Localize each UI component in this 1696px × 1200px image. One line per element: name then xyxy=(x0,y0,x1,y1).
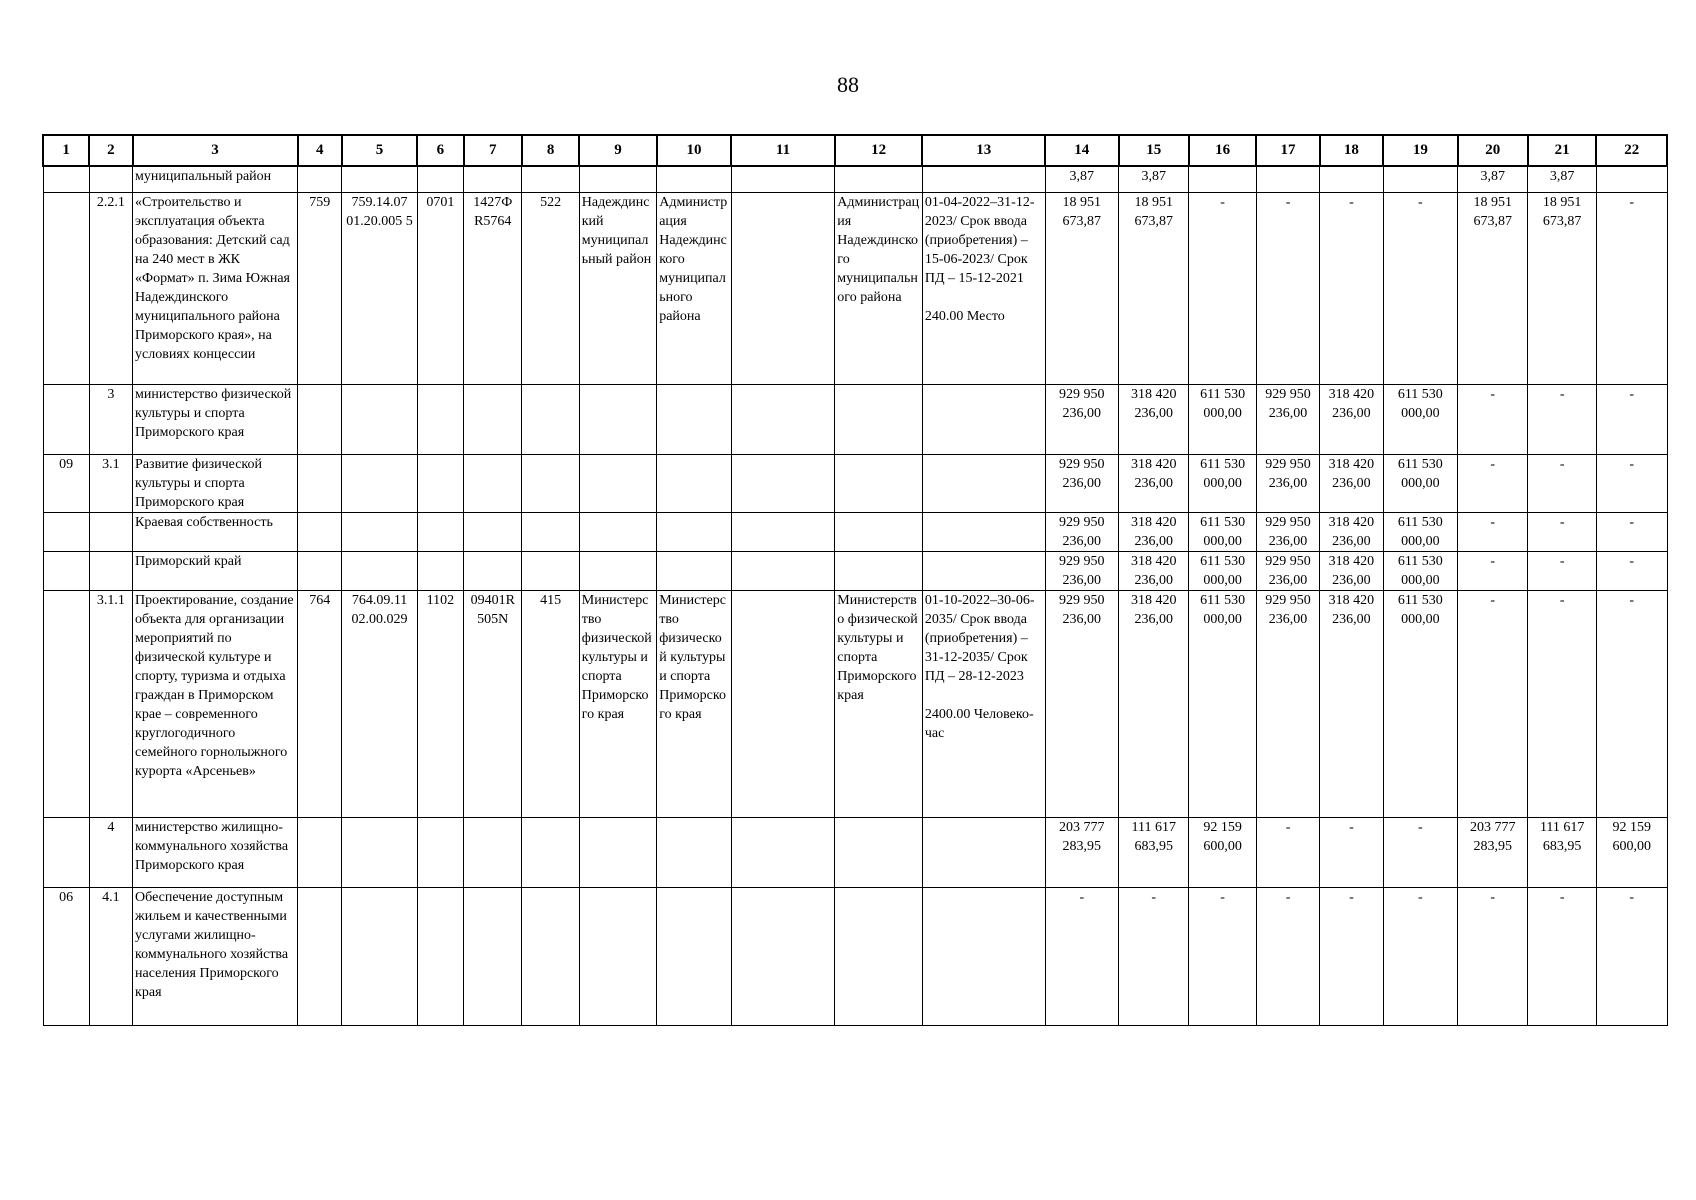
table-cell-col-18: 318 420 236,00 xyxy=(1320,551,1383,590)
table-cell-col-3: министерство физической культуры и спорта Приморского края xyxy=(133,384,298,454)
table-cell-col-15: 318 420 236,00 xyxy=(1119,384,1189,454)
column-header: 18 xyxy=(1320,135,1383,166)
column-header: 17 xyxy=(1256,135,1319,166)
table-cell-col-5: 764.09.11 02.00.029 xyxy=(342,590,417,817)
table-cell-col-8: 415 xyxy=(522,590,579,817)
column-header: 20 xyxy=(1458,135,1528,166)
table-cell-col-9 xyxy=(579,454,656,512)
table-cell-col-18: 318 420 236,00 xyxy=(1320,384,1383,454)
table-cell-col-17: 929 950 236,00 xyxy=(1256,454,1319,512)
table-cell-col-10 xyxy=(657,887,731,1025)
table-cell-col-2: 3.1.1 xyxy=(89,590,132,817)
column-header: 8 xyxy=(522,135,579,166)
table-cell-col-5: 759.14.07 01.20.005 5 xyxy=(342,192,417,384)
table-cell-col-16: 611 530 000,00 xyxy=(1189,454,1256,512)
table-cell-col-5 xyxy=(342,454,417,512)
table-cell-col-22: - xyxy=(1596,512,1667,551)
column-header: 19 xyxy=(1383,135,1457,166)
column-header: 1 xyxy=(43,135,89,166)
table-cell-col-15: 318 420 236,00 xyxy=(1119,512,1189,551)
table-cell-col-14: 203 777 283,95 xyxy=(1045,817,1118,887)
table-cell-col-9 xyxy=(579,166,656,192)
table-cell-col-17: 929 950 236,00 xyxy=(1256,384,1319,454)
table-cell-col-19: 611 530 000,00 xyxy=(1383,512,1457,551)
table-cell-col-11 xyxy=(731,512,835,551)
budget-table xyxy=(42,134,1668,1026)
table-cell-col-10: Администрация Надеждинского муниципального района xyxy=(657,192,731,384)
table-cell-col-22: - xyxy=(1596,192,1667,384)
table-cell-col-8 xyxy=(522,384,579,454)
table-cell-col-13: 01-10-2022–30-06-2035/ Срок ввода (приобретения) – 31-12-2035/ Срок ПД – 28-12-2023 2400.00 Человеко-час xyxy=(922,590,1045,817)
table-cell-col-7 xyxy=(464,887,522,1025)
table-cell-col-8 xyxy=(522,887,579,1025)
table-cell-col-22: - xyxy=(1596,590,1667,817)
table-cell-col-10 xyxy=(657,166,731,192)
table-cell-col-9 xyxy=(579,817,656,887)
table-body xyxy=(43,166,1667,1025)
table-cell-col-12: Министерство физической культуры и спорта Приморского края xyxy=(835,590,923,817)
table-cell-col-14: 929 950 236,00 xyxy=(1045,454,1118,512)
table-cell-col-2: 2.2.1 xyxy=(89,192,132,384)
table-cell-col-3: «Строительство и эксплуатация объекта образования: Детский сад на 240 мест в ЖК «Формат» п. Зима Южная Надеждинского муниципального района Приморского края», на условиях концессии xyxy=(133,192,298,384)
table-cell-col-20: - xyxy=(1458,384,1528,454)
table-cell-col-3: Развитие физической культуры и спорта Приморского края xyxy=(133,454,298,512)
table-cell-col-17: - xyxy=(1256,192,1319,384)
table-cell-col-19: - xyxy=(1383,192,1457,384)
table-cell-col-11 xyxy=(731,384,835,454)
table-cell-col-5 xyxy=(342,817,417,887)
table-cell-col-11 xyxy=(731,551,835,590)
table-cell-col-9: Надеждинский муниципальный район xyxy=(579,192,656,384)
table-cell-col-19: 611 530 000,00 xyxy=(1383,551,1457,590)
table-cell-col-22 xyxy=(1596,166,1667,192)
table-cell-col-20: 3,87 xyxy=(1458,166,1528,192)
column-header: 2 xyxy=(89,135,132,166)
table-cell-col-1 xyxy=(43,551,89,590)
table-cell-col-12 xyxy=(835,454,923,512)
table-row xyxy=(43,512,1667,551)
table-cell-col-20: - xyxy=(1458,454,1528,512)
table-cell-col-14: 3,87 xyxy=(1045,166,1118,192)
table-cell-col-2 xyxy=(89,166,132,192)
table-cell-col-21: - xyxy=(1528,454,1596,512)
table-cell-col-3: Проектирование, создание объекта для организации мероприятий по физической культуре и спорту, туризма и отдыха граждан в Приморском крае – современного круглогодичного семейного горнолыжного курорта «Арсеньев» xyxy=(133,590,298,817)
column-header: 22 xyxy=(1596,135,1667,166)
table-cell-col-3: муниципальный район xyxy=(133,166,298,192)
table-cell-col-12: Администрация Надеждинского муниципального района xyxy=(835,192,923,384)
table-cell-col-8 xyxy=(522,166,579,192)
table-cell-col-12 xyxy=(835,512,923,551)
column-header: 16 xyxy=(1189,135,1256,166)
table-cell-col-6 xyxy=(417,512,463,551)
table-cell-col-4 xyxy=(298,454,342,512)
table-cell-col-6: 0701 xyxy=(417,192,463,384)
table-cell-col-15: 318 420 236,00 xyxy=(1119,551,1189,590)
table-cell-col-2: 4 xyxy=(89,817,132,887)
column-header: 5 xyxy=(342,135,417,166)
table-cell-col-10: Министерство физической культуры и спорта Приморского края xyxy=(657,590,731,817)
table-cell-col-13 xyxy=(922,384,1045,454)
table-cell-col-13 xyxy=(922,454,1045,512)
table-cell-col-18: 318 420 236,00 xyxy=(1320,590,1383,817)
table-cell-col-11 xyxy=(731,590,835,817)
table-cell-col-12 xyxy=(835,887,923,1025)
table-cell-col-22: 92 159 600,00 xyxy=(1596,817,1667,887)
table-row xyxy=(43,551,1667,590)
table-cell-col-6 xyxy=(417,454,463,512)
table-cell-col-9 xyxy=(579,887,656,1025)
table-cell-col-22: - xyxy=(1596,551,1667,590)
table-cell-col-9 xyxy=(579,384,656,454)
table-cell-col-6 xyxy=(417,551,463,590)
table-cell-col-17 xyxy=(1256,166,1319,192)
column-header: 12 xyxy=(835,135,923,166)
column-header: 6 xyxy=(417,135,463,166)
column-header: 9 xyxy=(579,135,656,166)
table-cell-col-4: 764 xyxy=(298,590,342,817)
table-cell-col-15: 111 617 683,95 xyxy=(1119,817,1189,887)
page-number: 88 xyxy=(837,72,859,97)
table-cell-col-22: - xyxy=(1596,454,1667,512)
table-cell-col-11 xyxy=(731,454,835,512)
table-cell-col-9 xyxy=(579,512,656,551)
table-cell-col-17: - xyxy=(1256,817,1319,887)
table-cell-col-16: - xyxy=(1189,192,1256,384)
table-cell-col-4 xyxy=(298,384,342,454)
table-cell-col-16 xyxy=(1189,166,1256,192)
table-cell-col-19 xyxy=(1383,166,1457,192)
table-cell-col-5 xyxy=(342,551,417,590)
table-cell-col-5 xyxy=(342,166,417,192)
table-cell-col-8 xyxy=(522,817,579,887)
table-cell-col-20: 18 951 673,87 xyxy=(1458,192,1528,384)
column-header: 14 xyxy=(1045,135,1118,166)
table-cell-col-5 xyxy=(342,384,417,454)
table-cell-col-20: - xyxy=(1458,590,1528,817)
table-cell-col-11 xyxy=(731,887,835,1025)
table-cell-col-4 xyxy=(298,512,342,551)
column-header: 13 xyxy=(922,135,1045,166)
column-header: 4 xyxy=(298,135,342,166)
table-cell-col-13 xyxy=(922,887,1045,1025)
table-cell-col-8 xyxy=(522,454,579,512)
table-cell-col-14: 929 950 236,00 xyxy=(1045,384,1118,454)
column-header: 7 xyxy=(464,135,522,166)
table-cell-col-7 xyxy=(464,817,522,887)
table-cell-col-2: 3 xyxy=(89,384,132,454)
table-cell-col-21: 3,87 xyxy=(1528,166,1596,192)
table-cell-col-4 xyxy=(298,166,342,192)
table-cell-col-1 xyxy=(43,192,89,384)
table-cell-col-1 xyxy=(43,817,89,887)
table-cell-col-20: - xyxy=(1458,887,1528,1025)
table-cell-col-16: 611 530 000,00 xyxy=(1189,384,1256,454)
table-cell-col-15: 18 951 673,87 xyxy=(1119,192,1189,384)
table-cell-col-20: - xyxy=(1458,551,1528,590)
table-cell-col-19: - xyxy=(1383,887,1457,1025)
table-cell-col-6 xyxy=(417,887,463,1025)
table-cell-col-3: Обеспечение доступным жильем и качественными услугами жилищно-коммунального хозяйства населения Приморского края xyxy=(133,887,298,1025)
table-cell-col-7 xyxy=(464,512,522,551)
table-cell-col-19: 611 530 000,00 xyxy=(1383,454,1457,512)
table-cell-col-6: 1102 xyxy=(417,590,463,817)
table-cell-col-2 xyxy=(89,551,132,590)
table-cell-col-10 xyxy=(657,817,731,887)
table-row xyxy=(43,590,1667,817)
table-cell-col-17: - xyxy=(1256,887,1319,1025)
table-cell-col-11 xyxy=(731,166,835,192)
table-cell-col-18: 318 420 236,00 xyxy=(1320,454,1383,512)
table-cell-col-21: - xyxy=(1528,512,1596,551)
column-header: 3 xyxy=(133,135,298,166)
table-cell-col-7 xyxy=(464,384,522,454)
table-cell-col-16: 611 530 000,00 xyxy=(1189,512,1256,551)
table-cell-col-17: 929 950 236,00 xyxy=(1256,551,1319,590)
table-row xyxy=(43,192,1667,384)
table-cell-col-2: 4.1 xyxy=(89,887,132,1025)
table-cell-col-22: - xyxy=(1596,384,1667,454)
table-cell-col-22: - xyxy=(1596,887,1667,1025)
table-cell-col-5 xyxy=(342,887,417,1025)
table-row xyxy=(43,454,1667,512)
table-cell-col-4: 759 xyxy=(298,192,342,384)
table-cell-col-14: 929 950 236,00 xyxy=(1045,551,1118,590)
table-cell-col-11 xyxy=(731,817,835,887)
table-row xyxy=(43,166,1667,192)
table-cell-col-1 xyxy=(43,384,89,454)
table-row xyxy=(43,384,1667,454)
table-cell-col-7 xyxy=(464,551,522,590)
table-cell-col-14: 929 950 236,00 xyxy=(1045,512,1118,551)
table-cell-col-21: - xyxy=(1528,590,1596,817)
table-cell-col-1: 09 xyxy=(43,454,89,512)
table-cell-col-14: - xyxy=(1045,887,1118,1025)
table-cell-col-9: Министерство физической культуры и спорта Приморского края xyxy=(579,590,656,817)
table-cell-col-4 xyxy=(298,551,342,590)
table-cell-col-20: 203 777 283,95 xyxy=(1458,817,1528,887)
table-cell-col-10 xyxy=(657,512,731,551)
table-cell-col-15: 318 420 236,00 xyxy=(1119,590,1189,817)
table-cell-col-7: 1427Ф R5764 xyxy=(464,192,522,384)
table-cell-col-15: 318 420 236,00 xyxy=(1119,454,1189,512)
column-header: 11 xyxy=(731,135,835,166)
table-cell-col-14: 18 951 673,87 xyxy=(1045,192,1118,384)
table-cell-col-1 xyxy=(43,512,89,551)
table-cell-col-12 xyxy=(835,817,923,887)
table-cell-col-13 xyxy=(922,551,1045,590)
table-cell-col-3: Краевая собственность xyxy=(133,512,298,551)
table-cell-col-4 xyxy=(298,887,342,1025)
table-cell-col-5 xyxy=(342,512,417,551)
table-cell-col-16: 611 530 000,00 xyxy=(1189,590,1256,817)
table-cell-col-3: Приморский край xyxy=(133,551,298,590)
table-cell-col-12 xyxy=(835,384,923,454)
table-cell-col-8: 522 xyxy=(522,192,579,384)
table-cell-col-7: 09401R 505N xyxy=(464,590,522,817)
table-cell-col-12 xyxy=(835,551,923,590)
table-cell-col-2: 3.1 xyxy=(89,454,132,512)
table-cell-col-18 xyxy=(1320,166,1383,192)
table-cell-col-11 xyxy=(731,192,835,384)
table-cell-col-21: - xyxy=(1528,887,1596,1025)
table-cell-col-21: 111 617 683,95 xyxy=(1528,817,1596,887)
table-cell-col-6 xyxy=(417,817,463,887)
table-cell-col-7 xyxy=(464,454,522,512)
table-cell-col-10 xyxy=(657,551,731,590)
table-cell-col-2 xyxy=(89,512,132,551)
table-cell-col-8 xyxy=(522,512,579,551)
table-cell-col-15: 3,87 xyxy=(1119,166,1189,192)
table-cell-col-21: 18 951 673,87 xyxy=(1528,192,1596,384)
table-cell-col-16: 92 159 600,00 xyxy=(1189,817,1256,887)
table-cell-col-18: - xyxy=(1320,887,1383,1025)
table-cell-col-21: - xyxy=(1528,384,1596,454)
table-cell-col-9 xyxy=(579,551,656,590)
table-cell-col-16: - xyxy=(1189,887,1256,1025)
table-cell-col-17: 929 950 236,00 xyxy=(1256,590,1319,817)
table-cell-col-19: 611 530 000,00 xyxy=(1383,384,1457,454)
table-cell-col-13: 01-04-2022–31-12-2023/ Срок ввода (приобретения) – 15-06-2023/ Срок ПД – 15-12-2021 240.00 Место xyxy=(922,192,1045,384)
table-cell-col-13 xyxy=(922,166,1045,192)
table-cell-col-13 xyxy=(922,817,1045,887)
table-cell-col-17: 929 950 236,00 xyxy=(1256,512,1319,551)
table-row xyxy=(43,817,1667,887)
table-cell-col-6 xyxy=(417,384,463,454)
table-cell-col-7 xyxy=(464,166,522,192)
table-cell-col-10 xyxy=(657,454,731,512)
table-cell-col-20: - xyxy=(1458,512,1528,551)
table-cell-col-19: 611 530 000,00 xyxy=(1383,590,1457,817)
table-cell-col-3: министерство жилищно-коммунального хозяйства Приморского края xyxy=(133,817,298,887)
table-cell-col-16: 611 530 000,00 xyxy=(1189,551,1256,590)
table-cell-col-19: - xyxy=(1383,817,1457,887)
column-header: 10 xyxy=(657,135,731,166)
table-row xyxy=(43,887,1667,1025)
table-cell-col-1 xyxy=(43,590,89,817)
header-row xyxy=(43,135,1667,166)
table-cell-col-21: - xyxy=(1528,551,1596,590)
table-cell-col-1: 06 xyxy=(43,887,89,1025)
table-cell-col-1 xyxy=(43,166,89,192)
table-cell-col-13 xyxy=(922,512,1045,551)
table-cell-col-10 xyxy=(657,384,731,454)
table-cell-col-12 xyxy=(835,166,923,192)
table-cell-col-4 xyxy=(298,817,342,887)
column-header: 15 xyxy=(1119,135,1189,166)
column-header: 21 xyxy=(1528,135,1596,166)
table-cell-col-8 xyxy=(522,551,579,590)
table-cell-col-15: - xyxy=(1119,887,1189,1025)
table-cell-col-6 xyxy=(417,166,463,192)
table-cell-col-18: - xyxy=(1320,192,1383,384)
table-cell-col-14: 929 950 236,00 xyxy=(1045,590,1118,817)
table-cell-col-18: 318 420 236,00 xyxy=(1320,512,1383,551)
table-cell-col-18: - xyxy=(1320,817,1383,887)
